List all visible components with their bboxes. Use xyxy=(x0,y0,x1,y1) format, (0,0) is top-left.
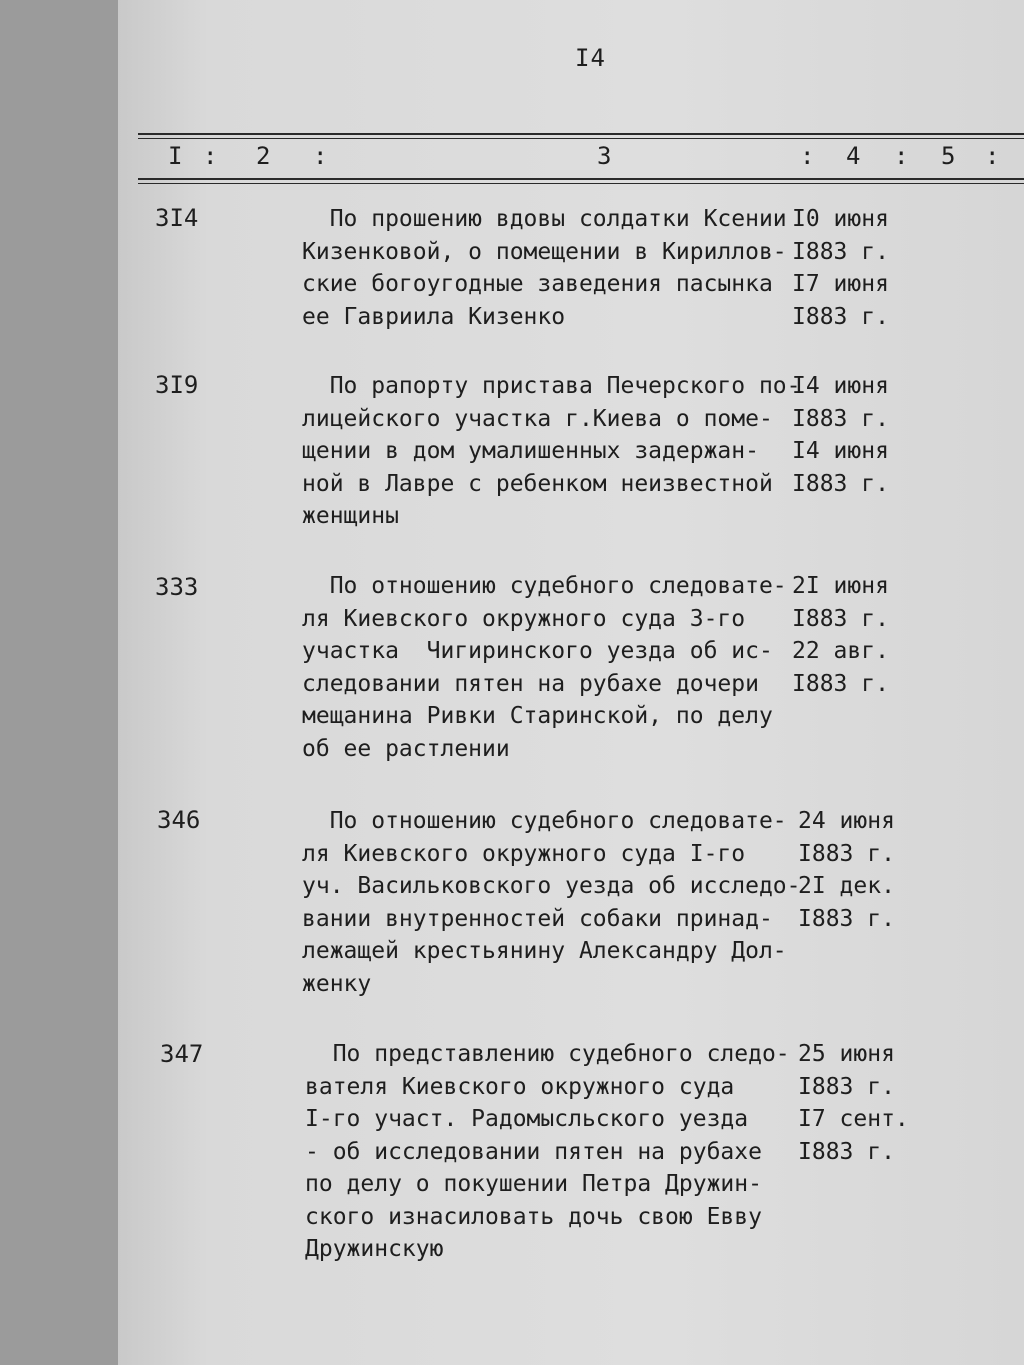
record-description xyxy=(302,570,787,765)
start-year: I883 г. xyxy=(798,840,895,867)
description-line: По прошению вдовы солдатки Ксении xyxy=(302,206,787,232)
start-year: I883 г. xyxy=(792,405,889,432)
description-line: Дружинскую xyxy=(305,1236,444,1262)
record-description xyxy=(302,203,787,333)
description-line: Кизенковой, о помещении в Кириллов- xyxy=(302,238,787,265)
start-date: 2I июня xyxy=(792,573,889,599)
start-date: I4 июня xyxy=(792,373,889,399)
description-line: вании внутренностей собаки принад- xyxy=(302,905,773,932)
end-year: I883 г. xyxy=(798,905,895,932)
page-number: I4 xyxy=(575,44,606,72)
column-separator: : xyxy=(985,142,1000,170)
header-rule-bottom xyxy=(138,178,1024,180)
description-line: ее Гавриила Кизенко xyxy=(302,303,566,330)
record-number: 3I9 xyxy=(155,371,199,399)
description-line: лицейского участка г.Киева о поме- xyxy=(302,405,773,432)
record-number: 346 xyxy=(157,806,201,834)
end-year: I883 г. xyxy=(798,1138,895,1165)
record-dates xyxy=(798,805,895,935)
end-date: 2I дек. xyxy=(798,873,895,899)
description-line: По отношению судебного следовате- xyxy=(302,808,787,834)
description-line: ной в Лавре с ребенком неизвестной xyxy=(302,470,773,497)
description-line: По отношению судебного следовате- xyxy=(302,573,787,599)
column-header-2: 2 xyxy=(256,142,271,170)
end-date: I7 июня xyxy=(792,271,889,297)
column-separator: : xyxy=(894,142,909,170)
end-year: I883 г. xyxy=(792,303,889,330)
description-line: ля Киевского окружного суда 3-го xyxy=(302,605,746,632)
column-separator: : xyxy=(800,142,815,170)
column-separator: : xyxy=(313,142,328,170)
description-line: по делу о покушении Петра Дружин- xyxy=(305,1171,762,1197)
start-year: I883 г. xyxy=(798,1073,895,1100)
description-line: об ее растлении xyxy=(302,735,510,762)
record-dates xyxy=(798,1038,909,1168)
record-number: 3I4 xyxy=(155,204,199,232)
column-header-1: I xyxy=(168,142,183,170)
description-line: лежащей крестьянину Александру Дол- xyxy=(302,938,787,964)
description-line: женщины xyxy=(302,503,399,529)
column-header-4: 4 xyxy=(846,142,861,170)
description-line: I-го участ. Радомысльского уезда xyxy=(305,1106,749,1132)
header-rule-top xyxy=(138,133,1024,135)
end-date: 22 авг. xyxy=(792,638,889,664)
start-year: I883 г. xyxy=(792,605,889,632)
record-description xyxy=(305,1038,790,1266)
start-date: I0 июня xyxy=(792,206,889,232)
description-line: ского изнасиловать дочь свою Евву xyxy=(305,1203,762,1230)
start-year: I883 г. xyxy=(792,238,889,265)
description-line: щении в дом умалишенных задержан- xyxy=(302,438,759,464)
end-year: I883 г. xyxy=(792,670,889,697)
header-rule-bottom-thin xyxy=(138,183,1024,184)
header-rule-top-thin xyxy=(138,138,1024,139)
description-line: ские богоугодные заведения пасынка xyxy=(302,271,773,297)
description-line: следовании пятен на рубахе дочери xyxy=(302,670,759,697)
description-line: По рапорту пристава Печерского по- xyxy=(302,373,801,399)
description-line: - об исследовании пятен на рубахе xyxy=(305,1138,762,1165)
description-line: участка Чигиринского уезда об ис- xyxy=(302,638,773,664)
description-line: женку xyxy=(302,970,372,997)
description-line: вателя Киевского окружного суда xyxy=(305,1073,735,1100)
end-date: I4 июня xyxy=(792,438,889,464)
end-year: I883 г. xyxy=(792,470,889,497)
column-header-5: 5 xyxy=(941,142,956,170)
end-date: I7 сент. xyxy=(798,1106,909,1132)
description-line: мещанина Ривки Старинской, по делу xyxy=(302,703,773,729)
record-description xyxy=(302,805,801,1000)
start-date: 24 июня xyxy=(798,808,895,834)
record-number: 347 xyxy=(160,1040,204,1068)
description-line: По представлению судебного следо- xyxy=(305,1041,790,1067)
record-dates xyxy=(792,570,889,700)
record-dates xyxy=(792,370,889,500)
column-header-3: 3 xyxy=(597,142,612,170)
start-date: 25 июня xyxy=(798,1041,895,1067)
description-line: уч. Васильковского уезда об исследо- xyxy=(302,873,801,899)
record-number: 333 xyxy=(155,573,199,601)
record-description xyxy=(302,370,801,533)
column-separator: : xyxy=(203,142,218,170)
record-dates xyxy=(792,203,889,333)
description-line: ля Киевского окружного суда I-го xyxy=(302,840,746,867)
